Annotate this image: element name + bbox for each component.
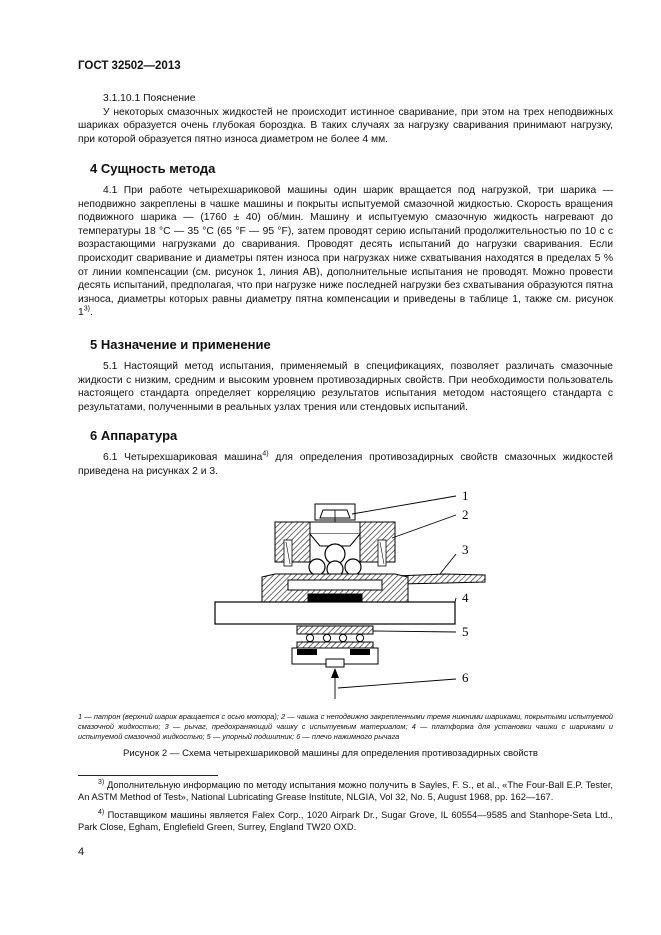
figure-label-6: 6 bbox=[462, 670, 469, 685]
test-balls bbox=[309, 544, 361, 577]
figure-labels bbox=[462, 488, 469, 685]
section-6-title: 6 Аппаратура bbox=[90, 428, 178, 443]
footnotes bbox=[78, 779, 613, 834]
figure-label-5: 5 bbox=[462, 624, 469, 639]
note-block bbox=[78, 92, 613, 146]
thrust-bearing-part bbox=[292, 626, 378, 667]
section-5-title: 5 Назначение и применение bbox=[90, 337, 271, 352]
figure-label-1: 1 bbox=[462, 488, 469, 503]
note-text: У некоторых смазочных жидкостей не происходит истинное сваривание, при этом на трех неподвижных шариках образуется очень глубокая бороздка. В таких случаях за нагрузку сваривания принимают нагрузку, при которой образуется пятно износа диаметром не более 4 мм. bbox=[78, 106, 613, 145]
section-6-block bbox=[78, 451, 613, 478]
section-5-text: 5.1 Настоящий метод испытания, применяемый в спецификациях, позволяет различать смазочные жидкости с низким, средним и высоким уровнем противозадирных свойств. При необходимости пользователь настоящего стандарта определяет корреляцию результатов испытания методом настоящего стандарта с результатами, полученными в реальных узлах трения или стендовых испытаний. bbox=[78, 361, 613, 413]
section-4-text: 4.1 При работе четырехшариковой машины один шарик вращается под нагрузкой, три шарика — неподвижно закреплены в чашке машины и покрыты испытуемой смазочной жидкостью. Скорость вращения подвижного шарика — (1760 ± 40) об/мин. Машину и испытуемую смазочную жидкость нагревают до температуры 18 °С — 35 °С (65 °F — 95 °F), затем проводят серию испытаний продолжительностью по 10 с с возрастающими нагрузками до сваривания. Проводят десять испытаний до нагрузки сваривания. Если происходит сваривание и диаметры пятен износа при нагрузках ниже схватывания находятся в пределах 5 % от линии компенсации (см. рисунок 1, линия АВ), дополнительные испытания не проводят. Можно провести десять испытаний, предполагая, что при нагрузке ниже последней нагрузки без схватывания образуются пятна износа, диаметры которых равны диаметру пятна компенсации и приведены в таблице 1, также см. рисунок 1$^{3)}$. bbox=[78, 185, 613, 319]
section-6-text: 6.1 Четырехшариковая машина$^{4)}$ для определения противозадирных свойств смазочных жидкостей приведена на рисунках 2 и 3. bbox=[78, 450, 613, 477]
note-heading: 3.1.10.1 Пояснение bbox=[103, 93, 196, 104]
cup-base-part bbox=[262, 574, 408, 602]
section-4-title: 4 Сущность метода bbox=[90, 161, 216, 176]
footnote-ref-4: 4) bbox=[262, 450, 269, 458]
document-header: ГОСТ 32502—2013 bbox=[78, 60, 181, 72]
load-arrow bbox=[331, 668, 339, 678]
section-4-block bbox=[78, 184, 613, 320]
figure-label-3: 3 bbox=[462, 542, 469, 557]
footnote-3: $^{3)}$ Дополнительную информацию по методу испытания можно получить в Sayles, F. S., et al., «The Four-Ball E.P. Tester, An ASTM Method of Test», National Lubricating Grease Institute, NLGIA, Vol 32, No. 5, August 1968, pp. 162—167. bbox=[78, 778, 613, 803]
page-number: 4 bbox=[78, 846, 85, 858]
footnote-ref-3: 3) bbox=[83, 305, 90, 313]
section-5-block bbox=[78, 360, 613, 414]
figure-label-4: 4 bbox=[462, 590, 469, 605]
figure-legend: 1 — патрон (верхний шарик вращается с осью мотора); 2 — чашка с неподвижно закрепленными тремя нижними шариками, покрытыми испытуемой смазочной жидкостью; 3 — рычаг, предохраняющий чашку с испытуемым материалом; 4 — платформа для установки чашки с шариками и испытуемой смазочной жидкостью; 5 — упорный подшипник; 6 — плечо нажимного рычага bbox=[78, 712, 613, 741]
footnote-4: $^{4)}$ Поставщиком машины является Falex Corp., 1020 Airpark Dr., Sugar Grove, IL 60554—9585 and Stanhope-Seta Ltd., Park Close, Egham, Englefield Green, Surrey, England TW20 OXD. bbox=[78, 808, 613, 833]
figure-caption: Рисунок 2 — Схема четырехшариковой машины для определения противозадирных свойств bbox=[123, 748, 538, 759]
footnote-divider bbox=[78, 775, 218, 776]
figure-label-2: 2 bbox=[462, 507, 469, 522]
platform-part bbox=[215, 602, 455, 624]
four-ball-machine-diagram bbox=[200, 484, 500, 704]
